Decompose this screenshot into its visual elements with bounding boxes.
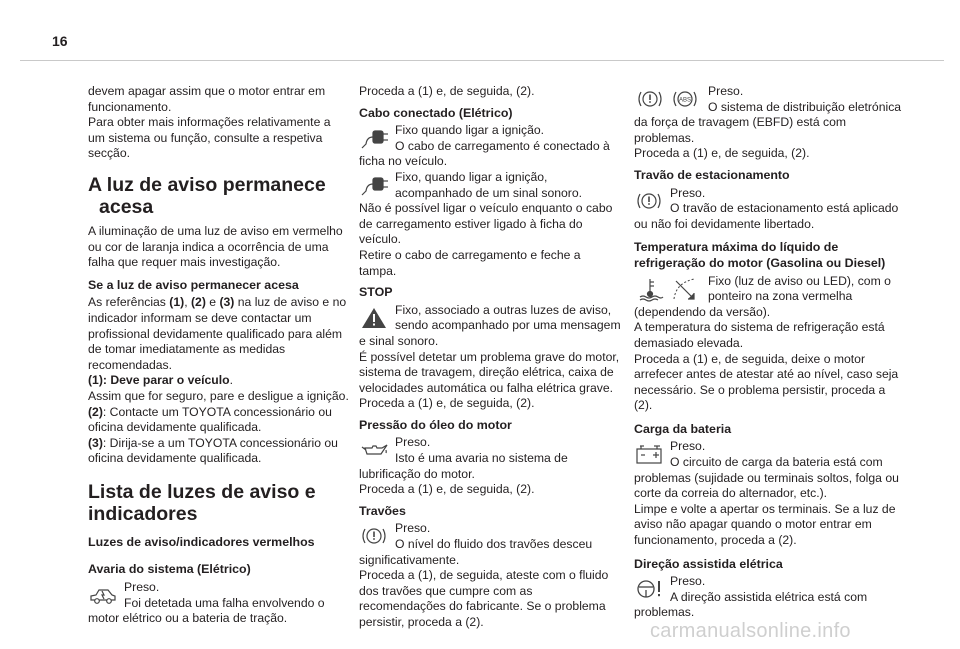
brake-warning-icon bbox=[359, 522, 389, 550]
reference-1: (1): Deve parar o veículo. bbox=[88, 373, 233, 388]
temperature-gauge-icon bbox=[669, 275, 701, 303]
heading-warning-list: Lista de luzes de aviso e indicadores bbox=[88, 480, 316, 525]
intro-text-1: devem apagar assim que o motor entrar em funcionamento. bbox=[88, 84, 326, 114]
subheading-parking-brake: Travão de estacionamento bbox=[634, 167, 790, 182]
oil-can-icon bbox=[359, 436, 389, 464]
brakes-item: Preso. O nível do fluido dos travões desceu significativamente. Proceda a (1), de seguida, ateste com o fluido dos travões que cumpre com as recomendações do fabricante. Se o problema persistir, proceda a (2). bbox=[359, 521, 609, 629]
ebfd-item: ABS Preso. O sistema de distribuição eletrónica da força de travagem (EBFD) está com problemas. Proceda a (1) e, de seguida, (2). bbox=[634, 84, 902, 161]
intro-text-2: Para obter mais informações relativamente a um sistema ou função, consulte a respetiva secção. bbox=[88, 115, 331, 161]
heading-warning-stays-on: A luz de aviso permanece acesa bbox=[88, 173, 326, 218]
reference-1-text: Assim que for seguro, pare e desligue a ignição. bbox=[88, 388, 349, 403]
parking-brake-icon bbox=[634, 187, 664, 215]
warning-description: A iluminação de uma luz de aviso em vermelho ou cor de laranja indica a ocorrência de uma falha que requer mais investigação. bbox=[88, 223, 343, 270]
subheading-battery-charge: Carga da bateria bbox=[634, 421, 732, 436]
column-1 bbox=[88, 84, 350, 627]
column-3 bbox=[634, 84, 902, 621]
abs-icon bbox=[669, 85, 701, 113]
charging-plug-icon bbox=[359, 171, 389, 199]
coolant-icons bbox=[634, 275, 702, 303]
parking-brake-item: Preso. O travão de estacionamento está aplicado ou não foi devidamente libertado. bbox=[634, 185, 899, 231]
subheading-power-steering: Direção assistida elétrica bbox=[634, 556, 783, 571]
system-fault-item bbox=[88, 580, 350, 627]
reference-2: (2): Contacte um TOYOTA concessionário ou oficina devidamente qualificada. bbox=[88, 404, 332, 435]
references-paragraph: As referências (1), (2) e (3) na luz de aviso e no indicador informam se deve contactar um profissional devidamente qualificado para além de tomar imediatamente as medidas recomendadas. bbox=[88, 295, 347, 372]
system-fault-text: Foi detetada uma falha envolvendo o motor elétrico ou a bateria de tração. bbox=[88, 595, 325, 626]
abs-label: ABS bbox=[678, 97, 692, 104]
subheading-oil-pressure: Pressão do óleo do motor bbox=[359, 417, 512, 432]
subheading-cable-connected: Cabo conectado (Elétrico) bbox=[359, 105, 513, 120]
subheading-system-fault: Avaria do sistema (Elétrico) bbox=[88, 562, 251, 577]
subheading-red-warnings: Luzes de aviso/indicadores vermelhos bbox=[88, 534, 315, 549]
coolant-temp-item: Fixo (luz de aviso ou LED), com o ponteiro na zona vermelha (dependendo da versão). A temperatura do sistema de refrigeração está demasiado elevada. Proceda a (1) e, de seguida, deixe o motor arrefecer antes de atestar até ao nível, caso seja necessário. Se o problema persistir, proceda a (2). bbox=[634, 273, 899, 413]
power-steering-item: Preso. A direção assistida elétrica está com problemas. bbox=[634, 574, 868, 620]
system-fault-state: Preso. bbox=[124, 580, 160, 595]
header-rule bbox=[20, 60, 944, 61]
oil-pressure-item: Preso. Isto é uma avaria no sistema de lubrificação do motor. Proceda a (1) e, de seguida, (2). bbox=[359, 435, 568, 497]
battery-icon bbox=[634, 440, 664, 468]
thermometer-icon bbox=[634, 275, 666, 303]
cable-item-1: Fixo quando ligar a ignição. O cabo de carregamento é conectado à ficha no veículo. bbox=[359, 123, 610, 169]
brake-warning-icon bbox=[634, 85, 666, 113]
steering-wheel-icon bbox=[634, 575, 664, 603]
warning-triangle-icon bbox=[359, 304, 389, 332]
car-fault-icon bbox=[88, 581, 118, 609]
stop-item: Fixo, associado a outras luzes de aviso, sendo acompanhado por uma mensagem e sinal sonoro. É possível detetar um problema grave do motor, sistema de travagem, direção elétrica, caixa de velocidades automática ou falha elétrica grave. Proceda a (1) e, de seguida, (2). bbox=[359, 302, 621, 411]
subheading-brakes: Travões bbox=[359, 503, 406, 518]
cable-item-2: Fixo, quando ligar a ignição, acompanhado de um sinal sonoro. Não é possível ligar o veículo enquanto o cabo de carregamento estiver ligado à ficha do veículo. Retire o cabo de carregamento e feche a tampa. bbox=[359, 169, 613, 278]
subheading-coolant-temp: Temperatura máxima do líquido de refrigeração do motor (Gasolina ou Diesel) bbox=[634, 240, 886, 270]
subheading-stop: STOP bbox=[359, 285, 393, 300]
proceed-text: Proceda a (1) e, de seguida, (2). bbox=[359, 84, 535, 98]
page-number: 16 bbox=[52, 33, 68, 49]
reference-3: (3): Dirija-se a um TOYOTA concessionário ou oficina devidamente qualificada. bbox=[88, 435, 338, 466]
column-2 bbox=[359, 84, 621, 631]
subheading-if-warning-stays: Se a luz de aviso permanecer acesa bbox=[88, 277, 299, 292]
ebfd-icons bbox=[634, 85, 702, 113]
charging-plug-icon bbox=[359, 124, 389, 152]
battery-item: Preso. O circuito de carga da bateria está com problemas (sujidade ou terminais soltos, folga ou corte da correia do alternador, etc.). Limpe e volte a apertar os terminais. Se a luz de aviso não apagar quando o motor entrar em funcionamento, proceda a (2). bbox=[634, 439, 899, 548]
watermark: carmanualsonline.info bbox=[650, 620, 851, 642]
